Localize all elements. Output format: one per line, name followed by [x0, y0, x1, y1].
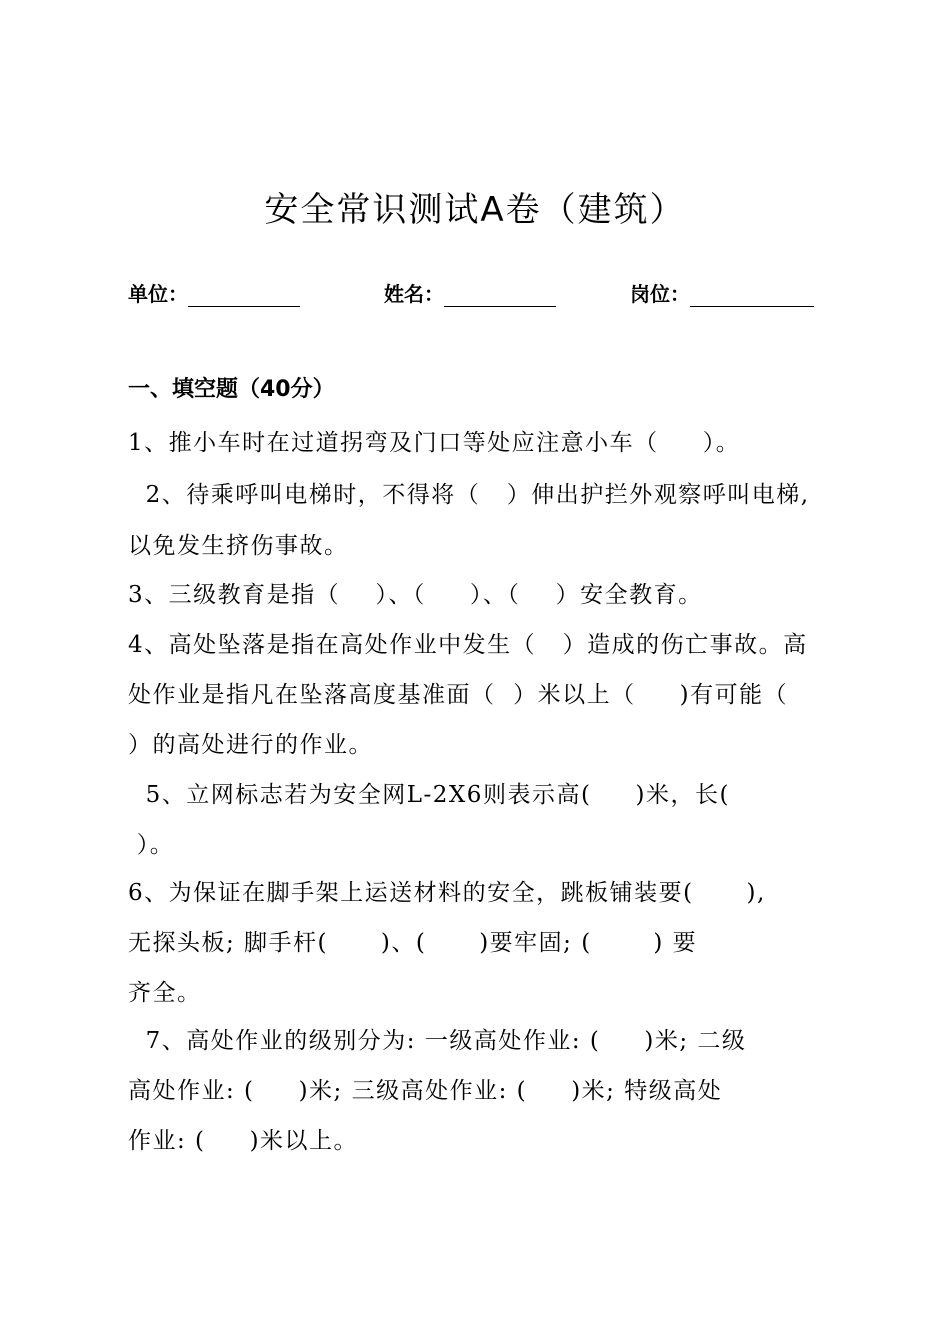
question-line: 高处作业: ( )米; 三级高处作业: ( )米; 特级高处 — [128, 1078, 723, 1104]
question-line: ）。 — [128, 832, 175, 858]
name-label: 姓名： — [384, 282, 444, 306]
question-line: 2、待乘呼叫电梯时，不得将（ ）伸出护拦外观察呼叫电梯, — [128, 482, 810, 508]
question-line: 无探头板; 脚手杆( )、( )要牢固; ( ) 要 — [128, 930, 698, 956]
question-line: 7、高处作业的级别分为: 一级高处作业: ( )米; 二级 — [128, 1028, 747, 1054]
post-field — [630, 278, 814, 307]
question-line: ）的高处进行的作业。 — [128, 732, 373, 758]
unit-blank[interactable] — [188, 286, 300, 307]
question-line: 3、三级教育是指（ ）、（ ）、（ ）安全教育。 — [128, 582, 703, 608]
post-blank[interactable] — [690, 286, 814, 307]
page-title: 安全常识测试A卷（建筑） — [264, 190, 686, 230]
question-line: 4、高处坠落是指在高处作业中发生（ ）造成的伤亡事故。高 — [128, 632, 808, 658]
unit-label: 单位： — [128, 282, 188, 306]
question-line: 1、推小车时在过道拐弯及门口等处应注意小车（ ）。 — [128, 430, 741, 456]
name-blank[interactable] — [444, 286, 556, 307]
question-line: 以免发生挤伤事故。 — [128, 533, 349, 559]
unit-field — [128, 278, 300, 307]
question-line: 作业: ( )米以上。 — [128, 1128, 359, 1154]
question-line: 齐全。 — [128, 980, 202, 1006]
question-line: 5、立网标志若为安全网L-2X6则表示高( )米，长( — [128, 782, 730, 808]
question-line: 处作业是指凡在坠落高度基准面（ ）米以上（ )有可能（ — [128, 682, 789, 708]
name-field — [384, 278, 556, 307]
question-line: 6、为保证在脚手架上运送材料的安全，跳板铺装要( ), — [128, 880, 766, 906]
section-heading: 一、填空题（40分） — [128, 377, 335, 402]
post-label: 岗位： — [630, 282, 690, 306]
